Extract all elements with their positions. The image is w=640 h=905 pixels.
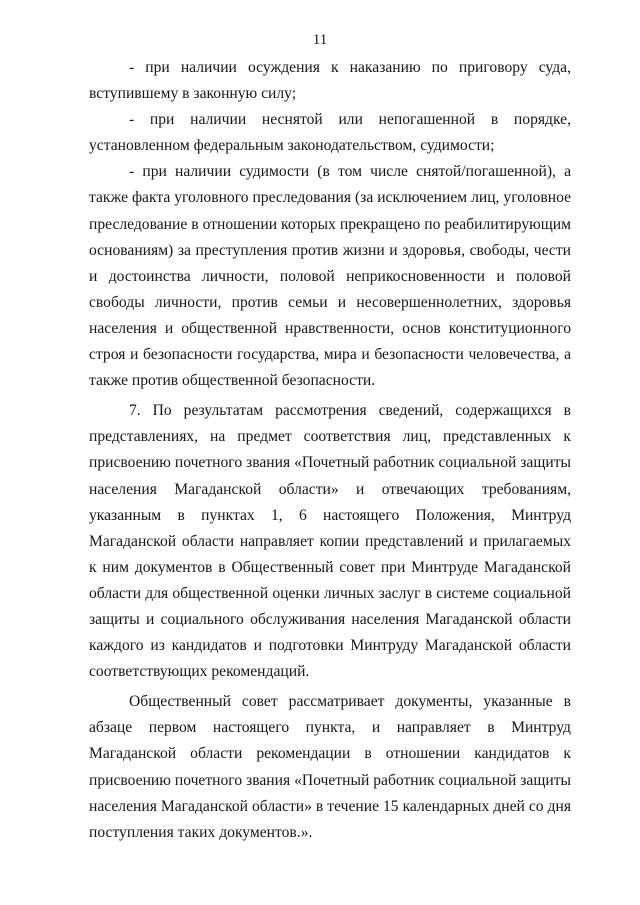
paragraph-public-council: Общественный совет рассматривает документы, указанные в абзаце первом настоящего пункта, и направляет в Минтруд Магаданской области рекомендации в отношении кандидатов к присвоению почетного звания «Почетный работник социальной защиты населения Магаданской области» в течение 15 календарных дней со дня поступления таких документов.». [89, 693, 571, 841]
page-number: 11 [312, 32, 328, 48]
paragraph-item-7: 7. По результатам рассмотрения сведений, содержащихся в представлениях, на предмет соответствия лиц, представленных к присвоению почетного звания «Почетный работник социальной защиты населения Магаданской области» и отвечающих требованиям, указанным в пунктах 1, 6 настоящего Положения, Минтруд Магаданской области направляет копии представлений и прилагаемых к ним документов в Общественный совет при Минтруде Магаданской области для общественной оценки личных заслуг в системе социальной защиты и социального обслуживания населения Магаданской области каждого из кандидатов и подготовки Минтруду Магаданской области соответствующих рекомендаций. [89, 402, 571, 681]
document-body [89, 55, 571, 846]
paragraph-criminal-record: - при наличии судимости (в том числе снятой/погашенной), а также факта уголовного преследования (за исключением лиц, уголовное преследование в отношении которых прекращено по реабилитирующим основаниям) за преступления против жизни и здоровья, свободы, чести и достоинства личности, половой неприкосновенности и половой свободы личности, против семьи и несовершеннолетних, здоровья населения и общественной нравственности, основ конституционного строя и безопасности государства, мира и безопасности человечества, а также против общественной безопасности. [89, 163, 571, 390]
paragraph-conviction: - при наличии осуждения к наказанию по приговору суда, вступившему в законную силу; [89, 59, 571, 103]
paragraph-unexpunged-record: - при наличии неснятой или непогашенной в порядке, установленном федеральным законодательством, судимости; [89, 111, 571, 155]
